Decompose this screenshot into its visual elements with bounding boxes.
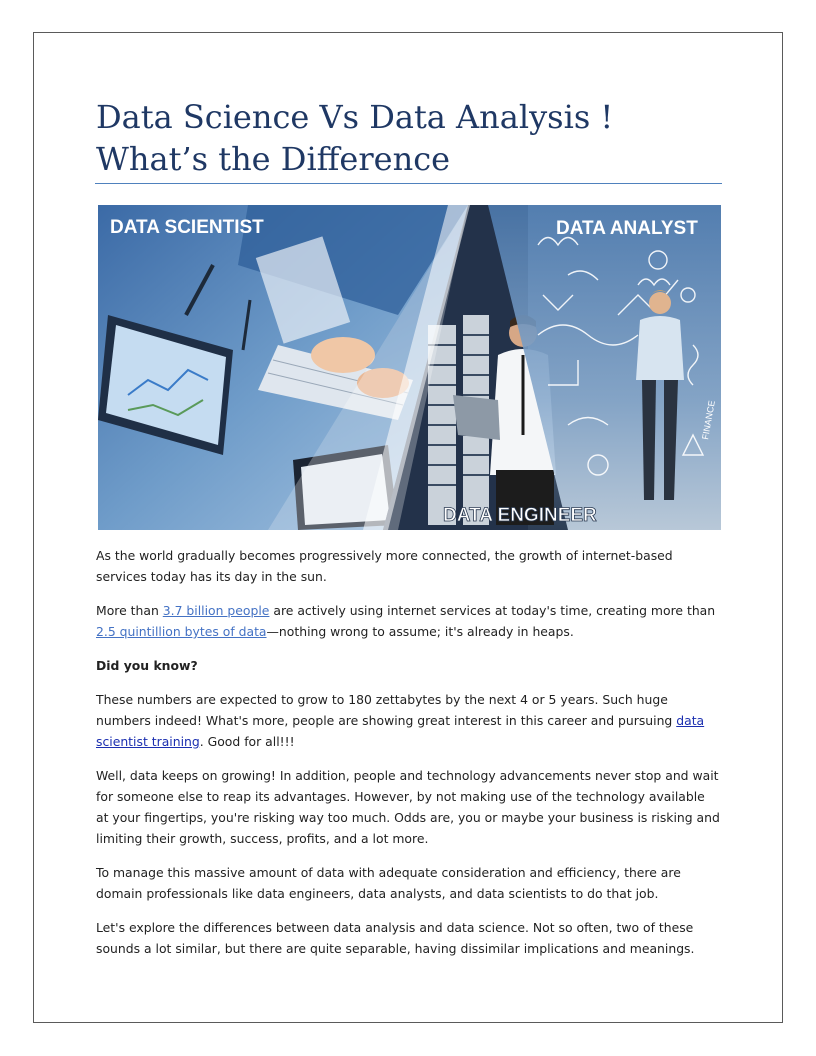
label-data-scientist: DATA SCIENTIST (110, 217, 264, 238)
paragraph-intro: As the world gradually becomes progressively more connected, the growth of internet-based services today has its day in the sun. (96, 548, 673, 584)
link-3-7-billion-people[interactable]: 3.7 billion people (162, 603, 270, 618)
paragraph-growth: Well, data keeps on growing! In addition, people and technology advancements never stop and wait for someone else to reap its advantages. However, by not making use of the technology available at your fingertips, you're risking way too much. Odds are, you or maybe your business is risking and limiting their growth, success, profits, and a lot more. (96, 768, 720, 846)
text-span: More than (96, 603, 163, 618)
link-quintillion-bytes[interactable]: 2.5 quintillion bytes of data (96, 624, 267, 639)
text-span: These numbers are expected to grow to 180 zettabytes by the next 4 or 5 years. Such huge numbers indeed! What's more, people are showing great interest in this career and pursuing (96, 692, 677, 728)
text-span: are actively using internet services at today's time, creating more than (269, 603, 716, 618)
link-data-scientist-training[interactable]: data scientist training (96, 713, 705, 749)
paragraph-professionals: To manage this massive amount of data with adequate consideration and efficiency, there are domain professionals like data engineers, data analysts, and data scientists to do that job. (96, 865, 681, 901)
paragraph-stats (96, 600, 720, 642)
finance-scribble: FINANCE (700, 399, 717, 441)
paragraph-zettabytes (96, 689, 720, 752)
page-title: Data Science Vs Data Analysis ! What’s the Difference (96, 98, 614, 178)
title-underline (95, 183, 722, 184)
hero-image (98, 205, 721, 530)
label-data-engineer: DATA ENGINEER (443, 505, 597, 526)
text-span: . Good for all!!! (199, 734, 295, 749)
text-span: —nothing wrong to assume; it's already in heaps. (266, 624, 574, 639)
article-body (96, 545, 720, 972)
paragraph-explore: Let's explore the differences between data analysis and data science. Not so often, two of these sounds a lot similar, but there are quite separable, having dissimilar implications and meanings. (96, 920, 695, 956)
subheading-did-you-know: Did you know? (96, 658, 198, 673)
label-data-analyst: DATA ANALYST (556, 218, 698, 239)
